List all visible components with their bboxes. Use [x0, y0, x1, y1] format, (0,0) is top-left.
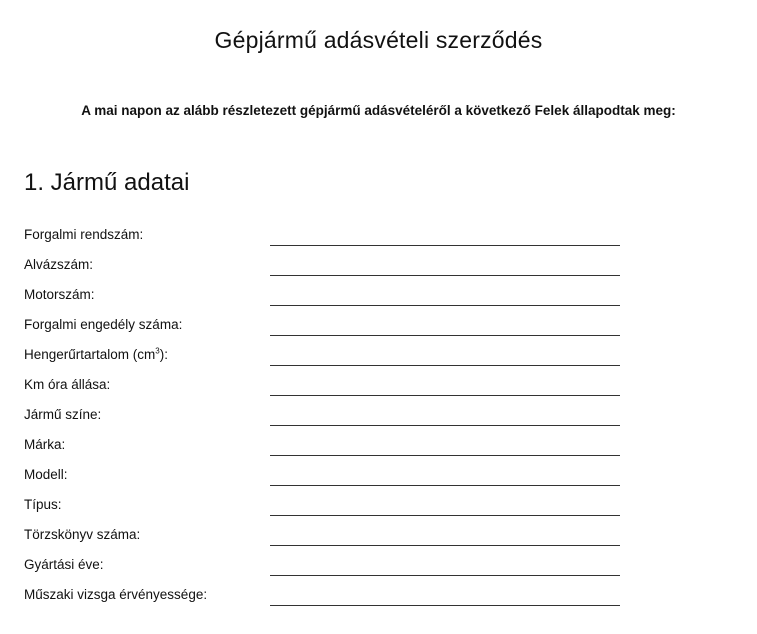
- field-row-type: [24, 491, 624, 521]
- fill-in-line[interactable]: [270, 485, 620, 486]
- field-label: Forgalmi rendszám:: [24, 227, 144, 242]
- field-label: [24, 346, 270, 371]
- fill-in-line[interactable]: [270, 335, 620, 336]
- field-row-registration-certificate: [24, 311, 624, 341]
- fill-in-line[interactable]: [270, 305, 620, 306]
- document-title: Gépjármű adásvételi szerződés: [214, 27, 543, 54]
- fill-in-line[interactable]: [270, 425, 620, 426]
- field-label-prefix: Hengerűrtartalom (cm: [24, 347, 156, 362]
- field-row-model: [24, 461, 624, 491]
- field-label: Modell:: [24, 467, 68, 482]
- fill-in-line[interactable]: [270, 515, 620, 516]
- fill-in-line[interactable]: [270, 395, 620, 396]
- section-heading-vehicle-data: 1. Jármű adatai: [24, 168, 190, 196]
- field-label: Törzskönyv száma:: [24, 527, 141, 542]
- field-label: Műszaki vizsga érvényessége:: [24, 587, 208, 602]
- field-row-brand: [24, 431, 624, 461]
- fill-in-line[interactable]: [270, 455, 620, 456]
- field-row-manufacture-year: [24, 551, 624, 581]
- field-label: Típus:: [24, 497, 62, 512]
- field-row-color: [24, 401, 624, 431]
- field-label: Km óra állása:: [24, 377, 111, 392]
- field-label-suffix: ):: [159, 347, 168, 362]
- fill-in-line[interactable]: [270, 575, 620, 576]
- field-row-engine-displacement: [24, 341, 624, 371]
- field-row-title-document-number: [24, 521, 624, 551]
- field-row-inspection-validity: [24, 581, 624, 611]
- field-row-chassis-number: [24, 251, 624, 281]
- intro-text: A mai napon az alább részletezett gépjármű adásvételéről a következő Felek állapodtak meg:: [81, 102, 676, 118]
- field-row-license-plate: [24, 221, 624, 251]
- vehicle-data-fields: [24, 221, 624, 611]
- field-label-superscript: 3: [155, 346, 160, 356]
- field-label: Forgalmi engedély száma:: [24, 317, 183, 332]
- fill-in-line[interactable]: [270, 245, 620, 246]
- field-row-engine-number: [24, 281, 624, 311]
- field-row-odometer: [24, 371, 624, 401]
- field-label: Jármű színe:: [24, 407, 102, 422]
- fill-in-line[interactable]: [270, 545, 620, 546]
- fill-in-line[interactable]: [270, 275, 620, 276]
- field-label: Gyártási éve:: [24, 557, 104, 572]
- fill-in-line[interactable]: [270, 365, 620, 366]
- field-label: Motorszám:: [24, 287, 95, 302]
- field-label: Alvázszám:: [24, 257, 94, 272]
- field-label: Márka:: [24, 437, 66, 452]
- fill-in-line[interactable]: [270, 605, 620, 606]
